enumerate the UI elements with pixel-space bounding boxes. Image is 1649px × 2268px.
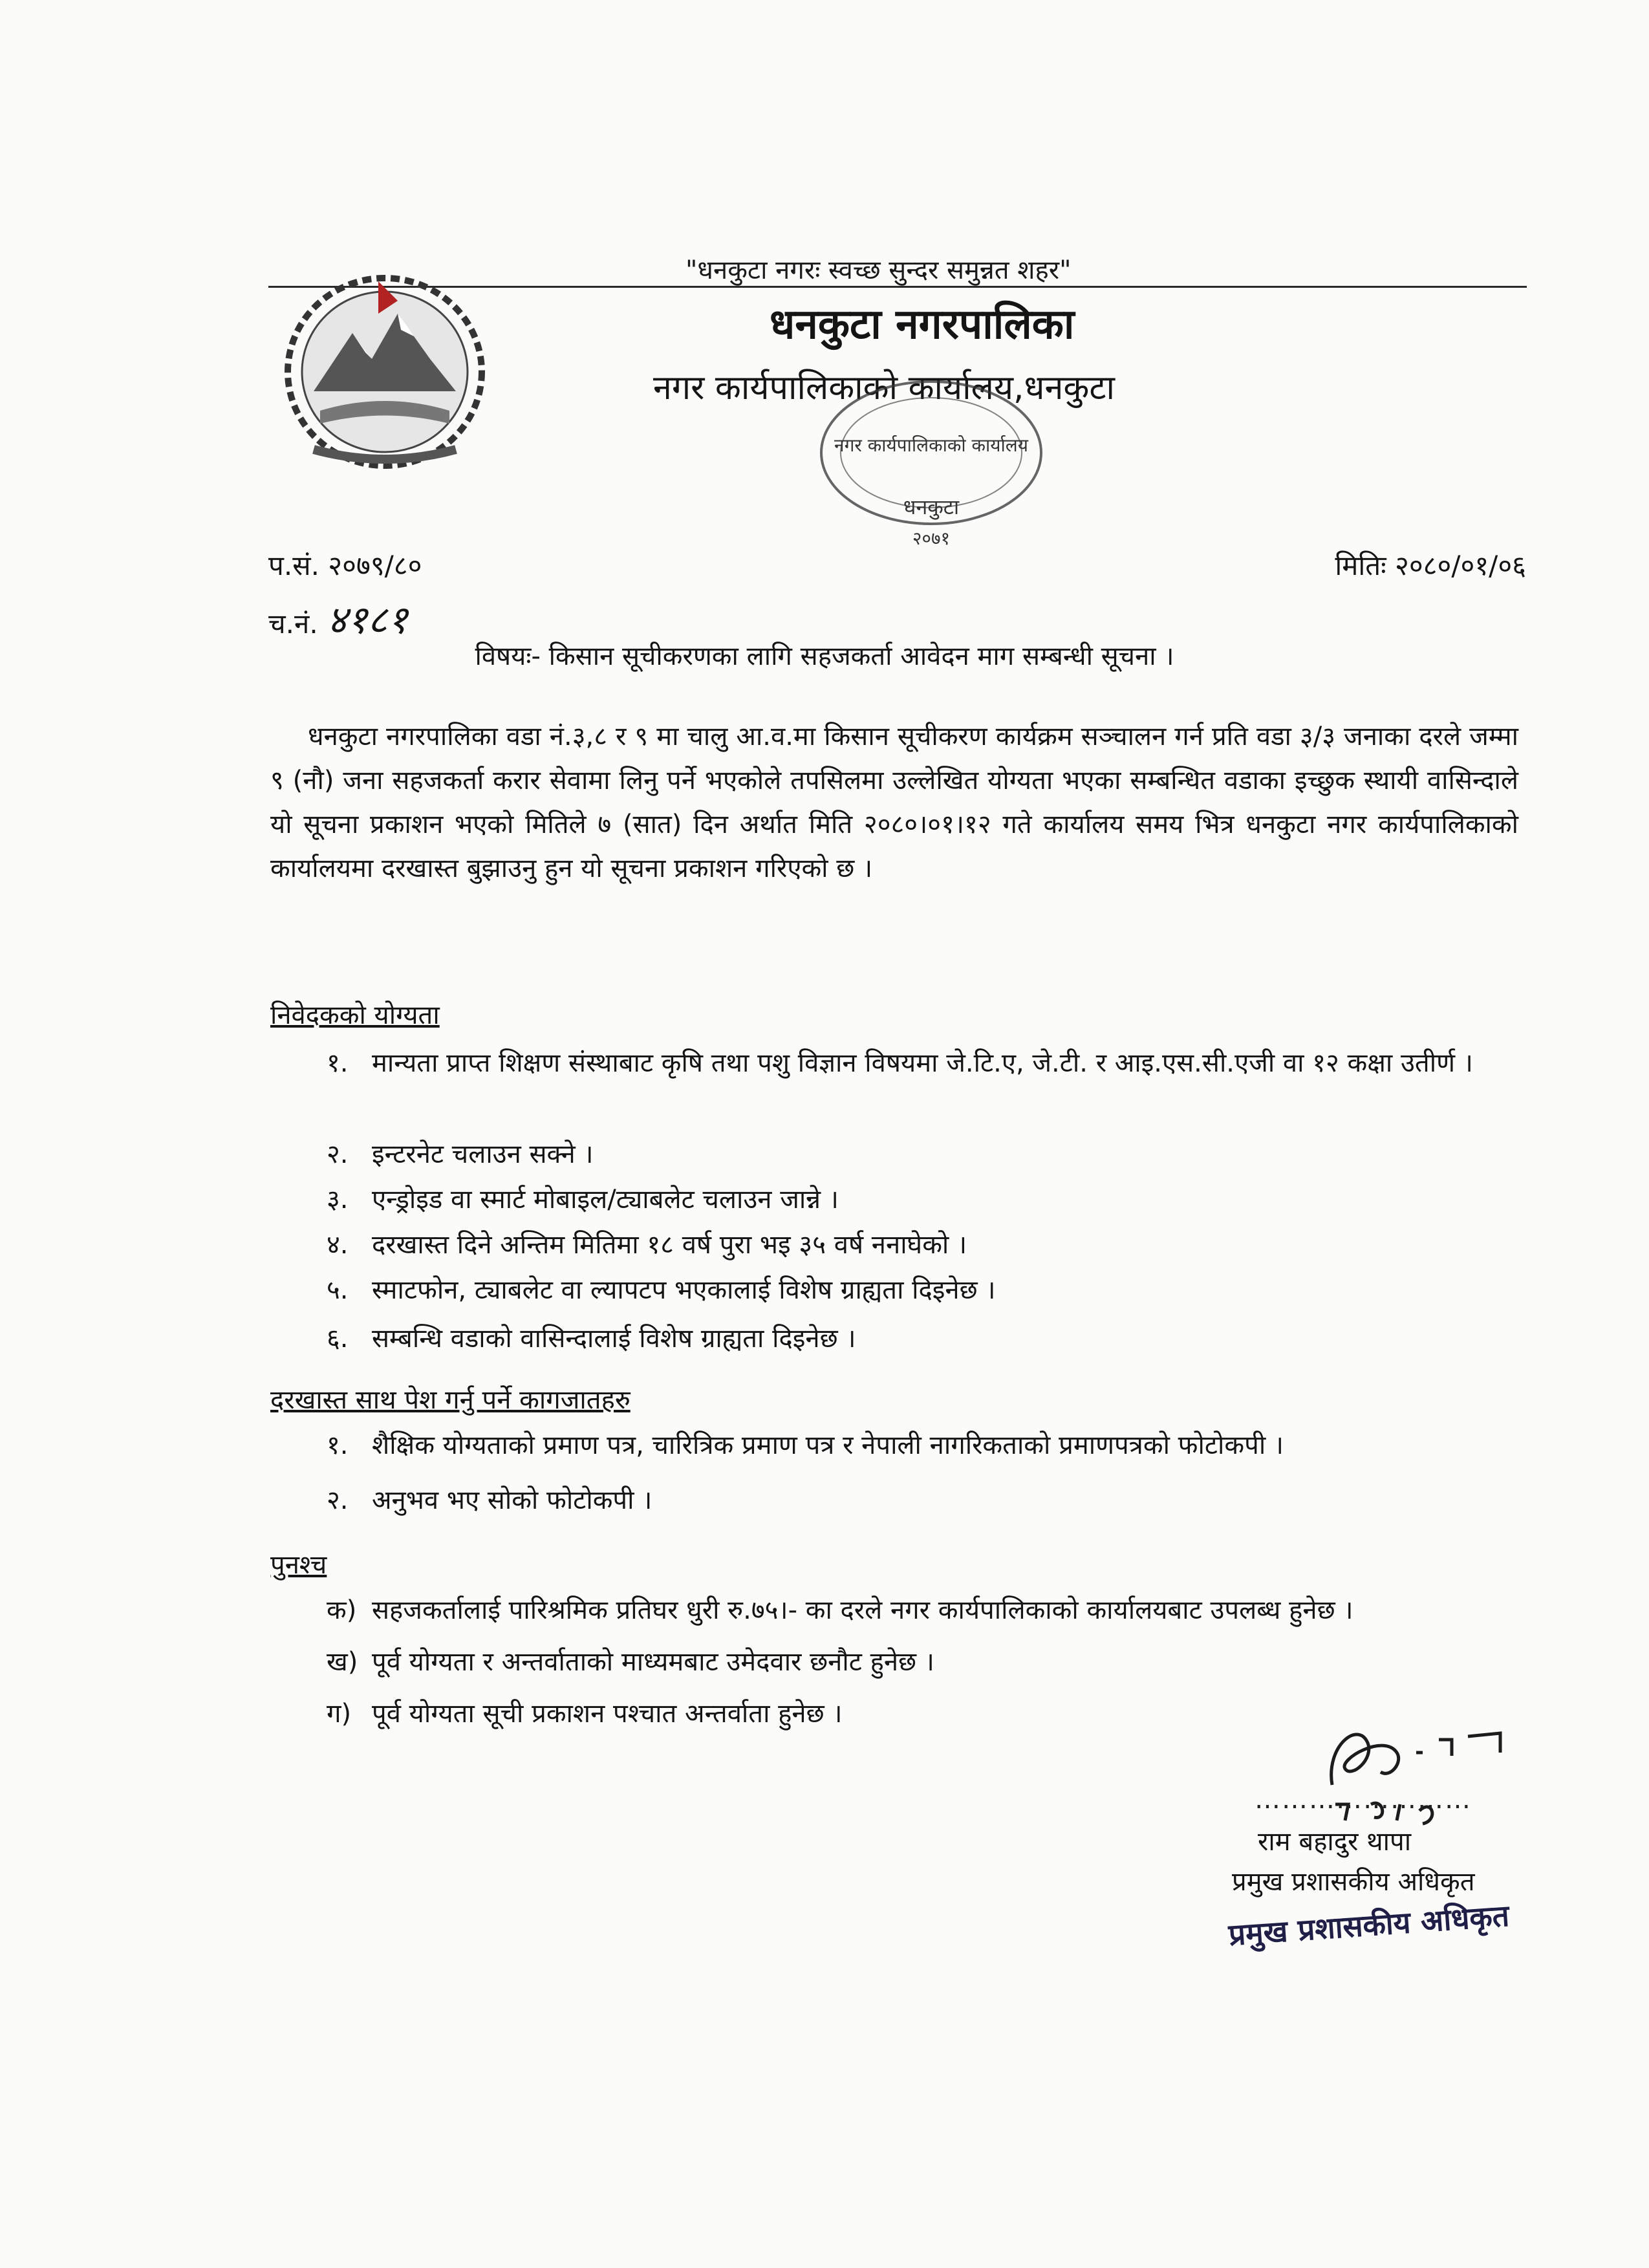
item-number: ४. [327,1230,349,1260]
item-text: पूर्व योग्यता सूची प्रकाशन पश्चात अन्तर्वाता हुनेछ । [372,1699,843,1729]
item-number: १. [327,1048,349,1078]
seal-line-2: धनकुटा [903,495,960,519]
qualification-item [327,1271,996,1306]
item-number: ५. [327,1275,349,1305]
item-text: पूर्व योग्यता र अन्तर्वाताको माध्यमबाट उमेदवार छनौट हुनेछ । [372,1647,934,1677]
item-number: ६. [327,1324,349,1354]
slogan: "धनकुटा नगरः स्वच्छ सुन्दर समुन्नत शहर" [685,255,1072,285]
office-seal-icon [795,375,1067,556]
qualification-item [327,1180,839,1216]
postscript-item [327,1591,1353,1626]
reference-number: प.सं. २०७९/८० [268,550,422,581]
notice-date: मितिः २०८०/०१/०६ [1335,550,1526,581]
item-text: इन्टरनेट चलाउन सक्ने । [372,1139,594,1169]
item-text: अनुभव भए सोको फोटोकपी । [372,1485,652,1515]
org-name: धनकुटा नगरपालिका [770,301,1075,349]
postscript-heading: पुनश्च [270,1550,327,1580]
item-text: दरखास्त दिने अन्तिम मितिमा १८ वर्ष पुरा भइ ३५ वर्ष ननाघेको । [372,1230,967,1260]
document-item [327,1426,1284,1462]
item-number: २. [327,1485,349,1515]
item-number: ३. [327,1185,349,1215]
item-number: क) [327,1595,357,1625]
documents-heading: दरखास्त साथ पेश गर्नु पर्ने कागजातहरु [270,1385,630,1415]
subject-line: विषयः- किसान सूचीकरणका लागि सहजकर्ता आवेदन माग सम्बन्धी सूचना । [475,642,1174,671]
item-text: मान्यता प्राप्त शिक्षण संस्थाबाट कृषि तथा पशु विज्ञान विषयमा जे.टि.ए, जे.टी. र आइ.एस.सी.एजी वा १२ कक्षा उतीर्ण । [372,1048,1473,1078]
item-text: शैक्षिक योग्यताको प्रमाण पत्र, चारित्रिक प्रमाण पत्र र नेपाली नागरिकताको प्रमाणपत्रको फोटोकपी । [372,1431,1284,1460]
item-number: ख) [327,1647,358,1677]
document-item [327,1481,652,1517]
office-name: नगर कार्यपालिकाको कार्यालय,धनकुटा [653,369,1115,407]
signature-line: …………………… [1255,1785,1472,1815]
seal-line-3: २०७१ [912,528,951,549]
nepal-emblem-icon [275,262,495,475]
signatory-title: प्रमुख प्रशासकीय अधिकृत [1232,1867,1475,1897]
item-text: सहजकर्तालाई पारिश्रमिक प्रतिघर धुरी रु.७५।- का दरले नगर कार्यपालिकाको कार्यालयबाट उपलब्ध हुनेछ । [372,1595,1353,1625]
item-text: सम्बन्धि वडाको वासिन्दालाई विशेष ग्राह्यता दिइनेछ । [372,1324,856,1354]
seal-line-1: नगर कार्यपालिकाको कार्यालय [834,435,1028,456]
qualification-item [327,1135,594,1171]
postscript-item [327,1694,843,1730]
item-number: १. [327,1431,349,1460]
dispatch-label: च.नं. [268,608,318,640]
item-number: ग) [327,1699,352,1729]
postscript-item [327,1643,934,1678]
qualifications-heading: निवेदकको योग्यता [270,1000,440,1030]
dispatch-value: ४१८१ [327,598,408,643]
qualification-item [327,1041,1516,1085]
item-number: २. [327,1139,349,1169]
qualification-item [327,1319,856,1355]
designation-stamp: प्रमुख प्रशासकीय अधिकृत [1227,1897,1511,1952]
item-text: एन्ड्रोइड वा स्मार्ट मोबाइल/ट्याबलेट चलाउन जान्ने । [372,1185,839,1215]
item-text: स्माटफोन, ट्याबलेट वा ल्यापटप भएकालाई विशेष ग्राह्यता दिइनेछ । [372,1275,996,1305]
body-paragraph: धनकुटा नगरपालिका वडा नं.३,८ र ९ मा चालु आ.व.मा किसान सूचीकरण कार्यक्रम सञ्चालन गर्न प्रति वडा ३/३ जनाका दरले जम्मा ९ (नौ) जना सहजकर्ता करार सेवामा लिनु पर्ने भएकोले तपसिलमा उल्लेखित योग्यता भएका सम्बन्धित वडाका इच्छुक स्थायी वासिन्दाले यो सूचना प्रकाशन भएको मितिले ७ (सात) दिन अर्थात मिति २०८०।०१।१२ गते कार्यालय समय भित्र धनकुटा नगर कार्यपालिकाको कार्यालयमा दरखास्त बुझाउनु हुन यो सूचना प्रकाशन गरिएको छ । [270,722,1518,883]
signatory-name: राम बहादुर थापा [1258,1827,1412,1857]
qualification-item [327,1226,967,1261]
